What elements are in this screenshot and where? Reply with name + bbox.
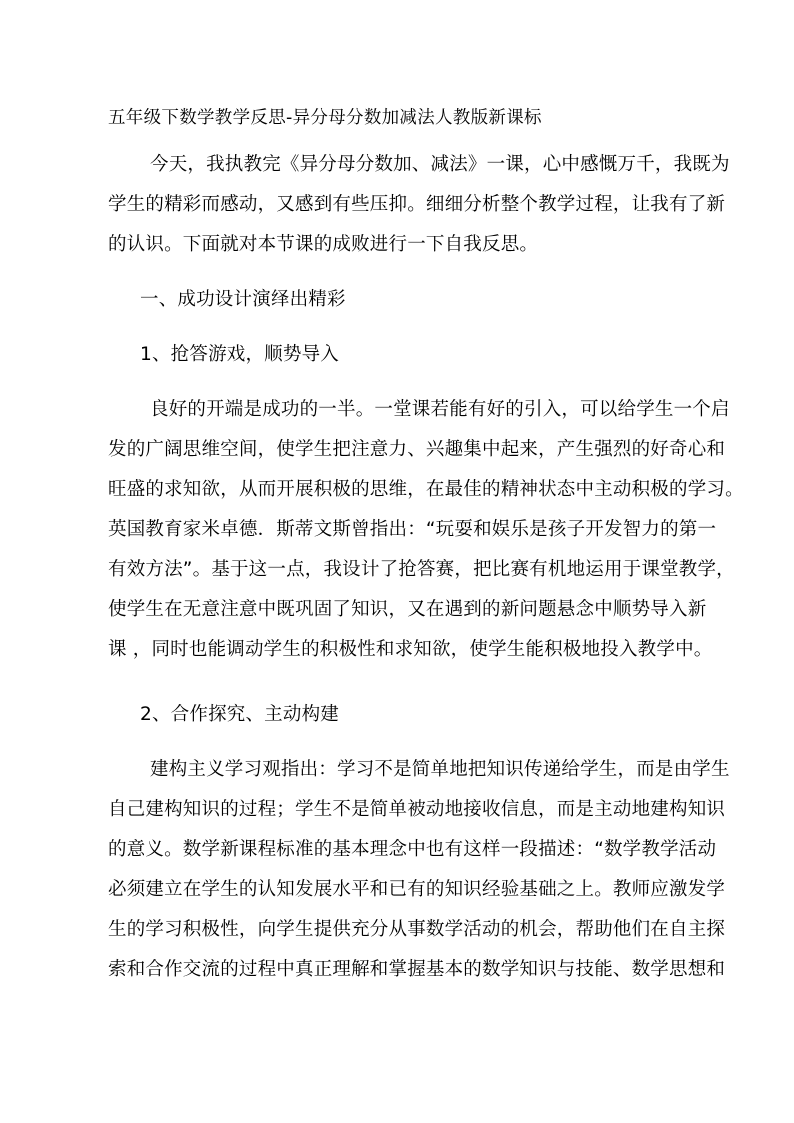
section-heading: 一、成功设计演绎出精彩 xyxy=(140,289,346,310)
paragraph-line: 的认识。下面就对本节课的成败进行一下自我反思。 xyxy=(108,234,539,255)
paragraph-line: 英国教育家米卓德．斯蒂文斯曾指出：“玩耍和娱乐是孩子开发智力的第一 xyxy=(108,519,717,540)
paragraph-line: 自己建构知识的过程；学生不是简单被动地接收信息，而是主动地建构知识 xyxy=(108,799,726,820)
paragraph-line: 使学生在无意注意中既巩固了知识，又在遇到的新问题悬念中顺势导入新 xyxy=(108,599,707,620)
paragraph-line: 课 ，同时也能调动学生的积极性和求知欲，使学生能积极地投入教学中。 xyxy=(108,639,713,660)
paragraph-line: 有效方法”。基于这一点，我设计了抢答赛，把比赛有机地运用于课堂教学， xyxy=(108,559,735,580)
document-title: 五年级下数学教学反思-异分母分数加减法人教版新课标 xyxy=(108,108,542,128)
paragraph-line: 今天，我执教完《异分母分数加、减法》一课，心中感慨万千，我既为 xyxy=(150,154,730,175)
paragraph-line: 的意义。数学新课程标准的基本理念中也有这样一段描述：“数学教学活动 xyxy=(108,839,717,860)
paragraph-line: 必须建立在学生的认知发展水平和已有的知识经验基础之上。教师应激发学 xyxy=(108,879,726,900)
paragraph-line: 学生的精彩而感动，又感到有些压抑。细细分析整个教学过程，让我有了新 xyxy=(108,194,726,215)
paragraph-line: 旺盛的求知欲，从而开展积极的思维，在最佳的精神状态中主动积极的学习。 xyxy=(108,479,744,500)
subsection-heading: 1、抢答游戏，顺势导入 xyxy=(140,344,339,365)
paragraph-line: 生的学习积极性，向学生提供充分从事数学活动的机会，帮助他们在自主探 xyxy=(108,919,726,940)
paragraph-line: 良好的开端是成功的一半。一堂课若能有好的引入，可以给学生一个启 xyxy=(150,399,730,420)
paragraph-line: 发的广阔思维空间，使学生把注意力、兴趣集中起来，产生强烈的好奇心和 xyxy=(108,439,726,460)
paragraph-line: 建构主义学习观指出：学习不是简单地把知识传递给学生，而是由学生 xyxy=(150,759,730,780)
paragraph-line: 索和合作交流的过程中真正理解和掌握基本的数学知识与技能、数学思想和 xyxy=(108,959,726,980)
subsection-heading: 2、合作探究、主动构建 xyxy=(140,704,339,725)
